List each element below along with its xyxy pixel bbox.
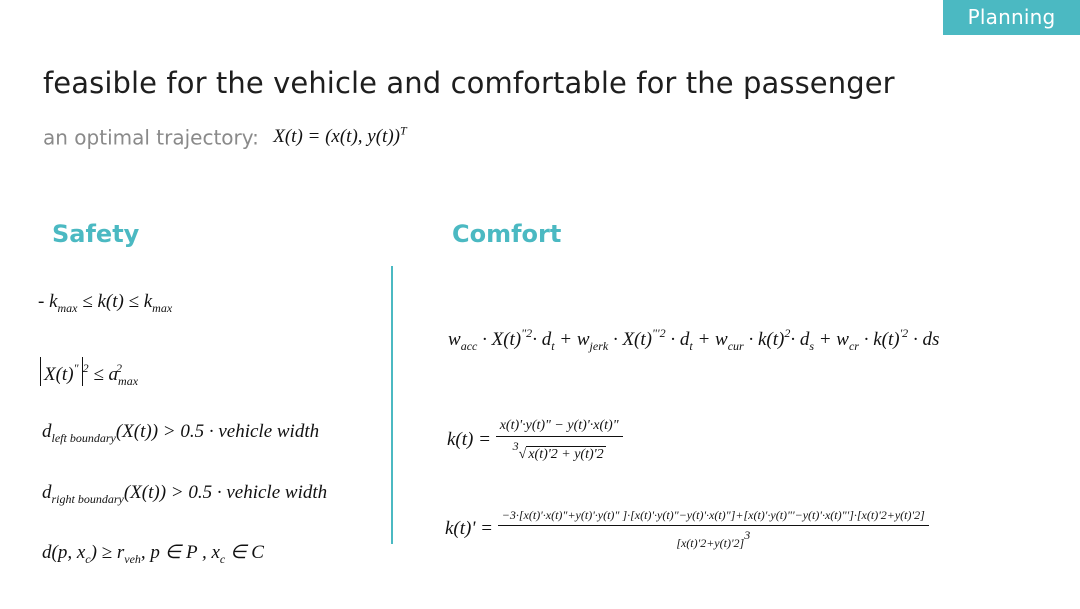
trajectory-label: an optimal trajectory: <box>43 125 259 150</box>
curvature-formula: k(t) = $\frac{x(t)'\cdot y(t)" - y(t)'\cdot x(t)"}{^3√ x(t)'2 + y(t)'2}$ <box>447 418 623 463</box>
trajectory-line <box>43 124 407 149</box>
right-boundary-constraint: $d_{right boundary}(X(t)) > 0.5$ · vehicle width <box>42 482 328 506</box>
left-boundary-constraint: $d_{left boundary}(X(t)) > 0.5$ · vehicle width <box>42 421 320 445</box>
slide-headline: feasible for the vehicle and comfortable for the passenger <box>43 66 895 100</box>
comfort-cost-function: $w_{acc} \cdot X(t)^{"2}\cdot d_t + w_{jerk} \cdot X(t)^{"'2} \cdot d_t + w_{cur} \cdot k(t)^2\cdot d_s + w_{cr} \cdot k(t)^{'2}$ · ds <box>448 326 940 353</box>
curvature-fraction: $\frac{x(t)'\cdot y(t)" - y(t)'\cdot x(t)"}{^3√ x(t)'2 + y(t)'2}$ <box>496 418 623 463</box>
comfort-title: Comfort <box>452 220 562 248</box>
acceleration-bound-constraint: X(t)" $^2 \le a_{max}^2$ <box>40 357 122 389</box>
obstacle-distance-constraint: d(p, $x_c) \ge r_{veh}$, p ∈ P , $x_c$ ∈ C <box>42 542 264 566</box>
section-tag: Planning <box>943 0 1080 35</box>
column-divider <box>391 266 393 544</box>
curvature-derivative-fraction: −3·[x(t)'·x(t)"+y(t)'·y(t)" ]·[x(t)'·y(t)"−y(t)'·x(t)"]+[x(t)'·y(t)"'−y(t)'·x(t)"']·[x(t)'2+y(t)'2] $[x(t)'2+y(t)'2]^3$ <box>498 508 929 551</box>
safety-title: Safety <box>52 220 140 248</box>
curvature-derivative-formula: k(t)' = −3·[x(t)'·x(t)"+y(t)'·y(t)" ]·[x(t)'·y(t)"−y(t)'·x(t)"]+[x(t)'·y(t)"'−y(t)'·x(t)"']·[x(t)'2+y(t)'2] $[x(t)'2+y(t)'2]^3$ <box>445 508 929 551</box>
curvature-bound-constraint: - $k_{max} \le k(t) \le k_{max}$ <box>38 291 173 315</box>
trajectory-formula: X(t) = (x(t), y(t))$^T$ <box>273 124 407 148</box>
